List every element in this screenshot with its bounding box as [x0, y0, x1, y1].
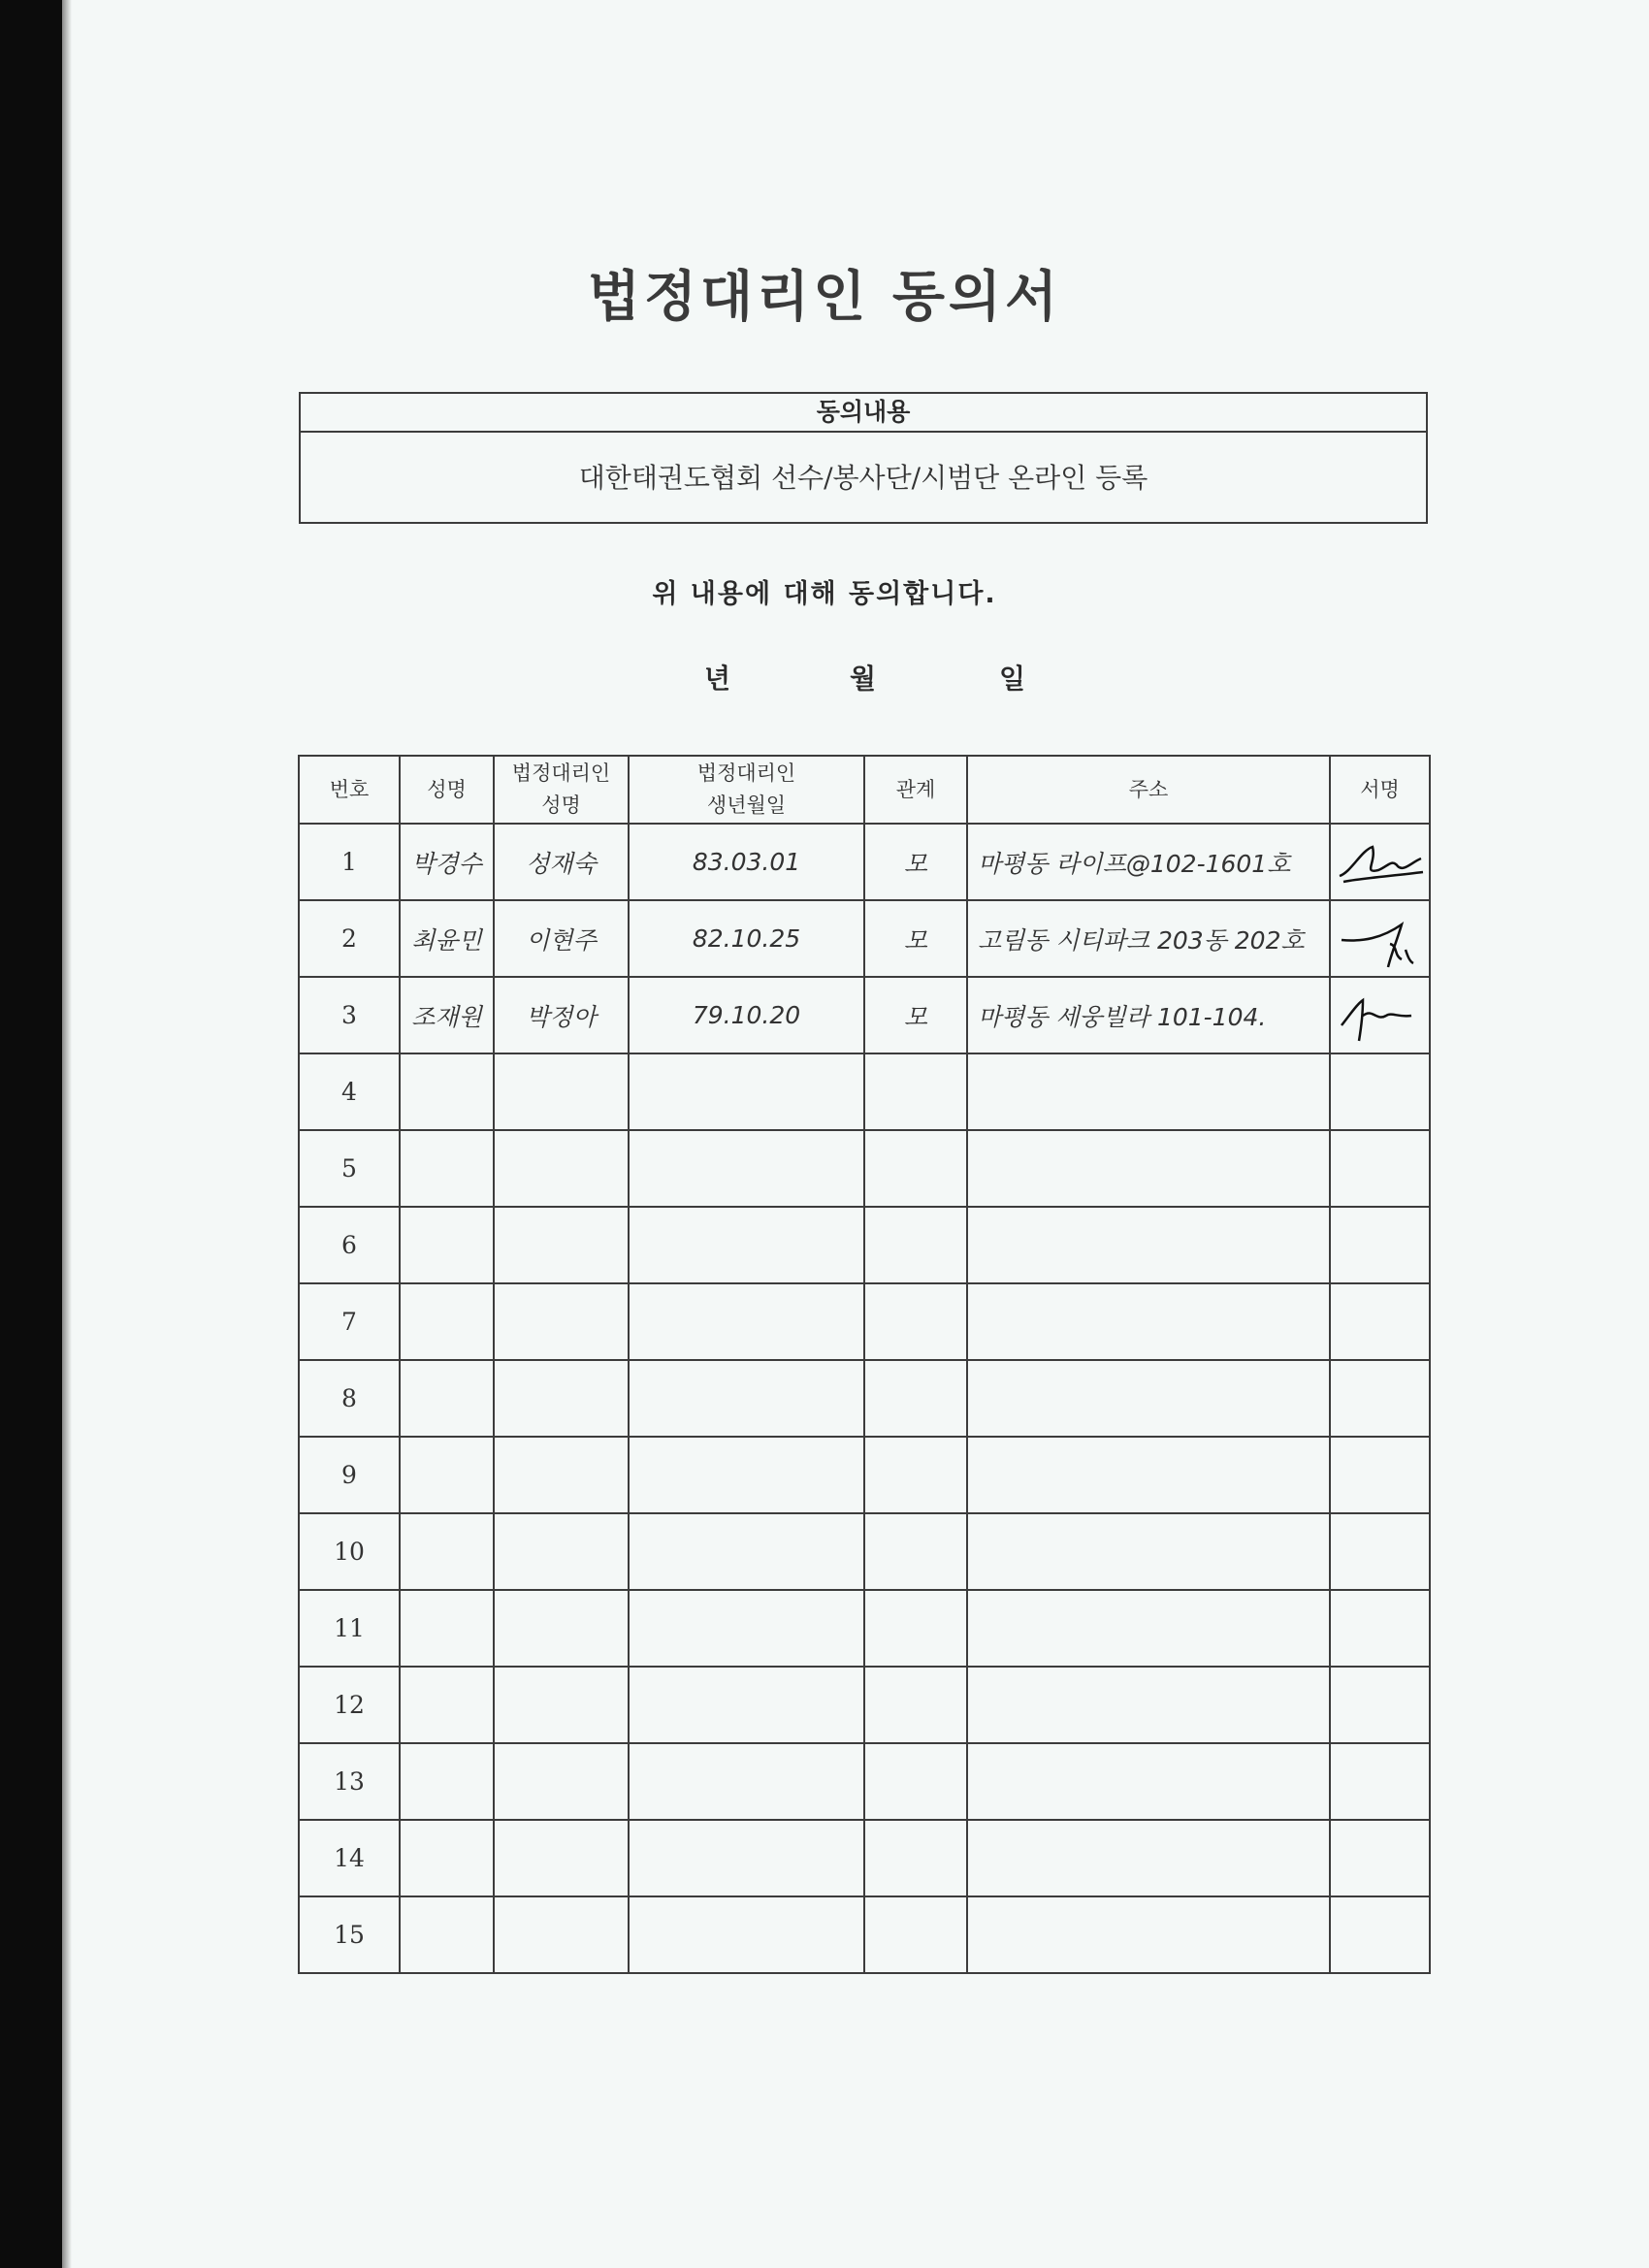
header-name: 성명: [400, 756, 494, 824]
empty-cell: [400, 1513, 494, 1590]
empty-cell: [629, 1130, 864, 1207]
empty-cell: [1330, 1437, 1430, 1513]
empty-cell: [864, 1896, 967, 1973]
empty-cell: [967, 1896, 1330, 1973]
empty-cell: [629, 1053, 864, 1130]
empty-cell: [967, 1743, 1330, 1820]
empty-cell: [1330, 1360, 1430, 1437]
header-guardian-dob-line1: 법정대리인: [696, 761, 796, 785]
row-number: 15: [299, 1896, 400, 1973]
table-row: [299, 1053, 1430, 1130]
handwritten-address: 마평동 라이프@102-1601호: [967, 824, 1330, 900]
empty-cell: [400, 1283, 494, 1360]
empty-cell: [1330, 1053, 1430, 1130]
empty-cell: [864, 1590, 967, 1667]
empty-cell: [967, 1283, 1330, 1360]
empty-cell: [494, 1053, 629, 1130]
handwritten-signature-icon: [1334, 987, 1427, 1045]
empty-cell: [400, 1590, 494, 1667]
handwritten-guardian: 이현주: [494, 900, 629, 977]
handwritten-relation: 모: [864, 977, 967, 1053]
empty-cell: [629, 1590, 864, 1667]
empty-cell: [494, 1283, 629, 1360]
table-row: [299, 824, 1430, 900]
consent-box: [299, 392, 1428, 524]
row-number: 4: [299, 1053, 400, 1130]
empty-cell: [864, 1437, 967, 1513]
handwritten-relation: 모: [864, 824, 967, 900]
empty-cell: [967, 1513, 1330, 1590]
document-title: 법정대리인 동의서: [587, 266, 1062, 329]
date-year-label: 년: [704, 663, 731, 695]
row-number: 3: [299, 977, 400, 1053]
empty-cell: [1330, 1130, 1430, 1207]
empty-cell: [864, 1283, 967, 1360]
handwritten-name: 박경수: [400, 824, 494, 900]
empty-cell: [494, 1513, 629, 1590]
table-row: [299, 1207, 1430, 1283]
empty-cell: [1330, 1667, 1430, 1743]
date-month-label: 월: [850, 663, 877, 695]
row-number: 9: [299, 1437, 400, 1513]
agreement-statement: 위 내용에 대해 동의합니다.: [652, 579, 997, 609]
empty-cell: [629, 1513, 864, 1590]
table-row: [299, 1896, 1430, 1973]
empty-cell: [1330, 1283, 1430, 1360]
empty-cell: [400, 1360, 494, 1437]
header-address: 주소: [967, 756, 1330, 824]
row-number: 13: [299, 1743, 400, 1820]
header-guardian-dob-line2: 생년월일: [706, 794, 787, 817]
empty-cell: [1330, 1820, 1430, 1896]
table-row: [299, 1360, 1430, 1437]
handwritten-signature-icon: [1334, 905, 1427, 973]
empty-cell: [629, 1207, 864, 1283]
row-number: 2: [299, 900, 400, 977]
empty-cell: [967, 1130, 1330, 1207]
empty-cell: [864, 1053, 967, 1130]
row-number: 6: [299, 1207, 400, 1283]
consent-header: 동의내용: [301, 394, 1426, 433]
empty-cell: [629, 1360, 864, 1437]
row-number: 5: [299, 1130, 400, 1207]
empty-cell: [1330, 1513, 1430, 1590]
handwritten-dob: 83.03.01: [629, 824, 864, 900]
table-row: [299, 977, 1430, 1053]
handwritten-guardian: 박정아: [494, 977, 629, 1053]
registration-table: [298, 755, 1431, 1974]
date-day-label: 일: [999, 663, 1026, 695]
empty-cell: [864, 1130, 967, 1207]
empty-cell: [967, 1820, 1330, 1896]
empty-cell: [864, 1207, 967, 1283]
header-guardian-name-line2: 성명: [541, 794, 581, 817]
table-row: [299, 1513, 1430, 1590]
row-number: 10: [299, 1513, 400, 1590]
empty-cell: [494, 1667, 629, 1743]
consent-content: 대한태권도협회 선수/봉사단/시범단 온라인 등록: [578, 462, 1148, 494]
empty-cell: [629, 1437, 864, 1513]
header-relation: 관계: [864, 756, 967, 824]
empty-cell: [864, 1743, 967, 1820]
empty-cell: [629, 1283, 864, 1360]
header-guardian-name-line1: 법정대리인: [511, 761, 611, 785]
empty-cell: [400, 1820, 494, 1896]
empty-cell: [400, 1743, 494, 1820]
handwritten-address: 고림동 시티파크 203동 202호: [967, 900, 1330, 977]
handwritten-dob: 82.10.25: [629, 900, 864, 977]
empty-cell: [864, 1513, 967, 1590]
empty-cell: [400, 1053, 494, 1130]
row-number: 12: [299, 1667, 400, 1743]
empty-cell: [1330, 1743, 1430, 1820]
scan-edge-shadow: [62, 0, 72, 2268]
table-row: [299, 1130, 1430, 1207]
signature-cell: [1330, 824, 1430, 900]
row-number: 1: [299, 824, 400, 900]
empty-cell: [400, 1667, 494, 1743]
empty-cell: [967, 1667, 1330, 1743]
empty-cell: [494, 1896, 629, 1973]
handwritten-relation: 모: [864, 900, 967, 977]
header-signature: 서명: [1330, 756, 1430, 824]
handwritten-name: 조재원: [400, 977, 494, 1053]
table-header-row: [299, 756, 1430, 824]
empty-cell: [967, 1207, 1330, 1283]
table-row: [299, 1667, 1430, 1743]
empty-cell: [629, 1896, 864, 1973]
empty-cell: [400, 1130, 494, 1207]
scan-edge: [0, 0, 62, 2268]
handwritten-dob: 79.10.20: [629, 977, 864, 1053]
empty-cell: [967, 1360, 1330, 1437]
empty-cell: [494, 1130, 629, 1207]
table-row: [299, 1590, 1430, 1667]
empty-cell: [967, 1053, 1330, 1130]
handwritten-name: 최윤민: [400, 900, 494, 977]
row-number: 14: [299, 1820, 400, 1896]
handwritten-signature-icon: [1334, 833, 1427, 891]
row-number: 7: [299, 1283, 400, 1360]
empty-cell: [864, 1667, 967, 1743]
empty-cell: [400, 1896, 494, 1973]
table-row: [299, 1743, 1430, 1820]
header-guardian-name: [494, 756, 629, 824]
empty-cell: [629, 1667, 864, 1743]
handwritten-guardian: 성재숙: [494, 824, 629, 900]
table-row: [299, 1437, 1430, 1513]
empty-cell: [864, 1360, 967, 1437]
empty-cell: [400, 1207, 494, 1283]
header-no: 번호: [299, 756, 400, 824]
signature-cell: [1330, 977, 1430, 1053]
empty-cell: [1330, 1896, 1430, 1973]
empty-cell: [494, 1207, 629, 1283]
empty-cell: [967, 1437, 1330, 1513]
empty-cell: [400, 1437, 494, 1513]
table-row: [299, 1820, 1430, 1896]
empty-cell: [494, 1360, 629, 1437]
empty-cell: [629, 1743, 864, 1820]
empty-cell: [967, 1590, 1330, 1667]
empty-cell: [1330, 1207, 1430, 1283]
table-row: [299, 900, 1430, 977]
empty-cell: [629, 1820, 864, 1896]
row-number: 11: [299, 1590, 400, 1667]
row-number: 8: [299, 1360, 400, 1437]
empty-cell: [1330, 1590, 1430, 1667]
empty-cell: [494, 1590, 629, 1667]
empty-cell: [864, 1820, 967, 1896]
empty-cell: [494, 1820, 629, 1896]
header-guardian-dob: [629, 756, 864, 824]
empty-cell: [494, 1743, 629, 1820]
table-row: [299, 1283, 1430, 1360]
empty-cell: [494, 1437, 629, 1513]
signature-cell: [1330, 900, 1430, 977]
handwritten-address: 마평동 세웅빌라 101-104.: [967, 977, 1330, 1053]
